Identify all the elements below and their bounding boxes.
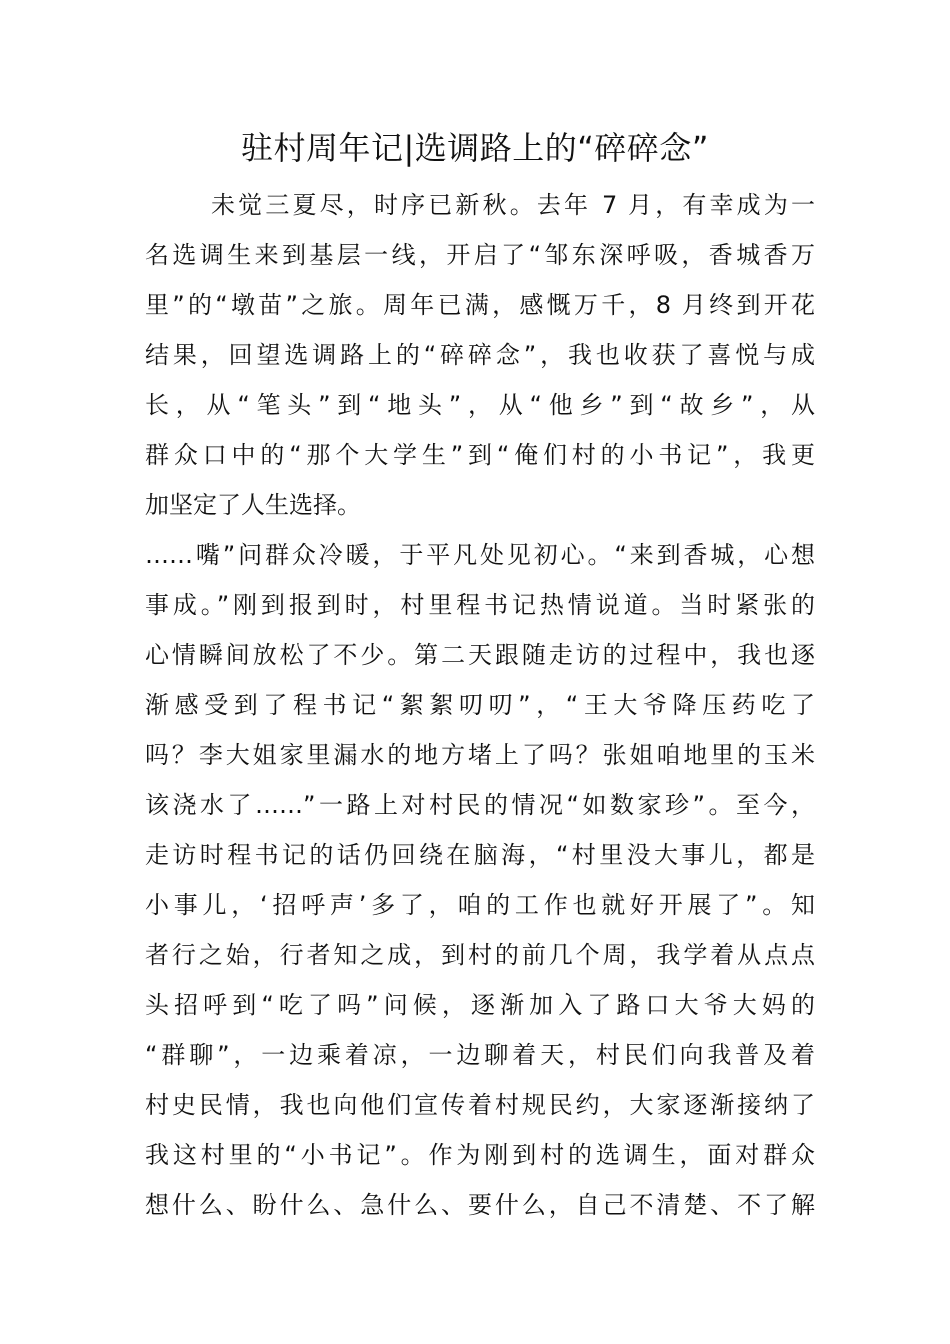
page-title: 驻村周年记|选调路上的“碎碎念” bbox=[241, 129, 709, 167]
paragraph-1-line: 群众口中的“那个大学生”到“俺们村的小书记”，我更 bbox=[145, 441, 815, 469]
paragraph-2-line: 我这村里的“小书记”。作为刚到村的选调生，面对群众 bbox=[145, 1141, 815, 1169]
paragraph-2-line: 心情瞬间放松了不少。第二天跟随走访的过程中，我也逐 bbox=[145, 641, 815, 669]
paragraph-1-line: 名选调生来到基层一线，开启了“邹东深呼吸，香城香万 bbox=[145, 241, 815, 269]
paragraph-2-line: 吗？李大姐家里漏水的地方堵上了吗？张姐咱地里的玉米 bbox=[145, 741, 815, 769]
paragraph-2-line: 头招呼到“吃了吗”问候，逐渐加入了路口大爷大妈的 bbox=[145, 991, 815, 1019]
paragraph-2-line: “群聊”，一边乘着凉，一边聊着天，村民们向我普及着 bbox=[145, 1041, 815, 1069]
paragraph-2-line: 想什么、盼什么、急什么、要什么，自己不清楚、不了解 bbox=[145, 1191, 815, 1219]
paragraph-2-line: 渐感受到了程书记“絮絮叨叨”，“王大爷降压药吃了 bbox=[145, 691, 815, 719]
paragraph-1-line: 里”的“墩苗”之旅。周年已满，感慨万千，8 月终到开花 bbox=[145, 291, 815, 319]
paragraph-2-line: 事成。”刚到报到时，村里程书记热情说道。当时紧张的 bbox=[145, 591, 815, 619]
paragraph-2-line: ……嘴”问群众冷暖，于平凡处见初心。“来到香城，心想 bbox=[145, 541, 815, 569]
paragraph-1-line: 加坚定了人生选择。 bbox=[145, 491, 361, 519]
paragraph-1-line: 结果，回望选调路上的“碎碎念”，我也收获了喜悦与成 bbox=[145, 341, 815, 369]
paragraph-1-line: 未觉三夏尽，时序已新秋。去年 7 月，有幸成为一 bbox=[211, 191, 815, 219]
document-body bbox=[145, 180, 815, 1230]
paragraph-2-line: 该浇水了……”一路上对村民的情况“如数家珍”。至今， bbox=[145, 791, 815, 819]
paragraph-2-line: 小事儿，‘招呼声’多了，咱的工作也就好开展了”。知 bbox=[145, 891, 815, 919]
paragraph-2-line: 者行之始，行者知之成，到村的前几个周，我学着从点点 bbox=[145, 941, 815, 969]
paragraph-1-line: 长，从“笔头”到“地头”，从“他乡”到“故乡”，从 bbox=[145, 391, 815, 419]
paragraph-2-line: 走访时程书记的话仍回绕在脑海，“村里没大事儿，都是 bbox=[145, 841, 815, 869]
paragraph-2-line: 村史民情，我也向他们宣传着村规民约，大家逐渐接纳了 bbox=[145, 1091, 815, 1119]
